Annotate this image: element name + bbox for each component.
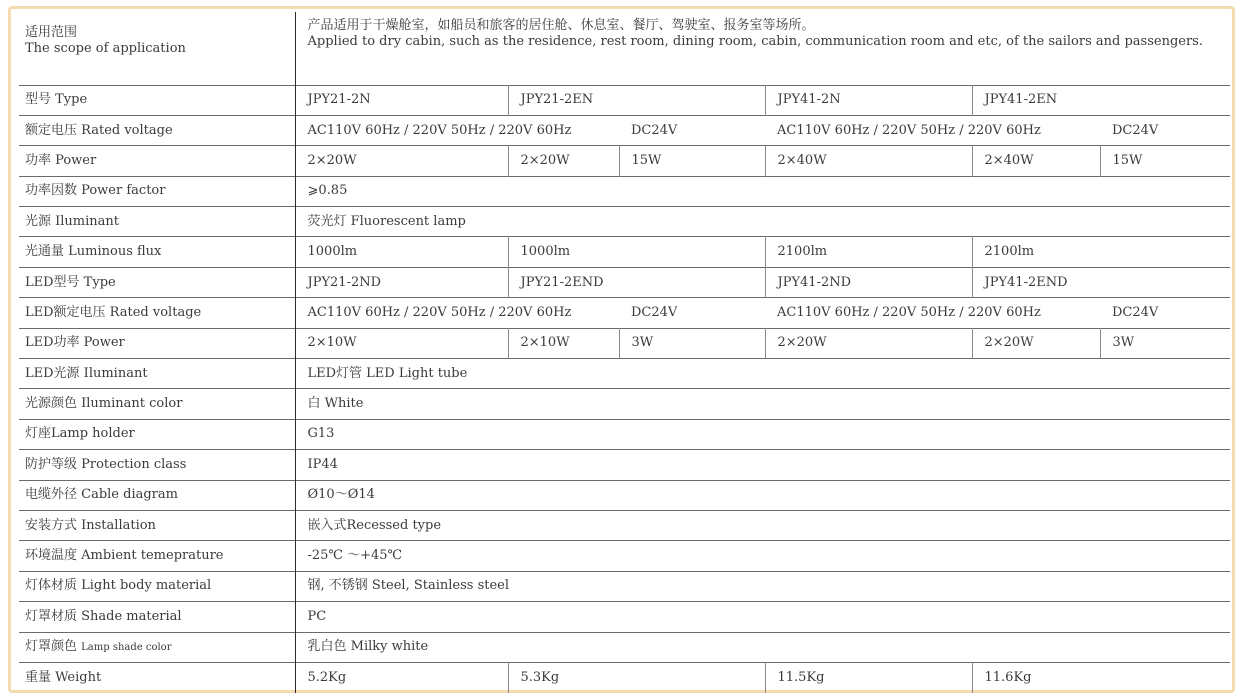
row-label: 电缆外径 Cable diagram bbox=[19, 480, 295, 510]
cell: 2×40W bbox=[972, 146, 1100, 176]
cell: 1000lm bbox=[508, 237, 765, 267]
row-label: 重量 Weight bbox=[19, 662, 295, 692]
table-row bbox=[19, 571, 1230, 601]
row-label: 防护等级 Protection class bbox=[19, 450, 295, 480]
cell: JPY41-2N bbox=[765, 85, 972, 115]
row-label: 灯体材质 Light body material bbox=[19, 571, 295, 601]
row-label: 额定电压 Rated voltage bbox=[19, 115, 295, 145]
row-label: 功率 Power bbox=[19, 146, 295, 176]
cell: ⩾0.85 bbox=[307, 183, 348, 199]
cell: DC24V bbox=[1112, 304, 1159, 320]
cell: 2×10W bbox=[508, 328, 619, 358]
cell: DC24V bbox=[631, 122, 678, 138]
cell: 2×40W bbox=[765, 146, 972, 176]
table-row bbox=[19, 207, 1230, 237]
cell: 3W bbox=[1100, 328, 1230, 358]
row-label: LED额定电压 Rated voltage bbox=[19, 298, 295, 328]
cell: JPY41-2ND bbox=[765, 267, 972, 297]
row-label: 光源颜色 Iluminant color bbox=[19, 389, 295, 419]
row-label: 功率因数 Power factor bbox=[19, 176, 295, 206]
table-row bbox=[19, 176, 1230, 206]
cell: 15W bbox=[619, 146, 765, 176]
cell: 5.2Kg bbox=[307, 669, 347, 685]
cell: 嵌入式Recessed type bbox=[307, 517, 442, 533]
table-row bbox=[19, 146, 1230, 176]
row-label: 型号 Type bbox=[19, 85, 295, 115]
cell: 2×20W bbox=[307, 152, 357, 168]
cell: 11.5Kg bbox=[765, 662, 972, 692]
table-row bbox=[19, 298, 1230, 328]
spec-sheet bbox=[8, 6, 1235, 693]
row-label: LED功率 Power bbox=[19, 328, 295, 358]
cell: AC110V 60Hz / 220V 50Hz / 220V 60Hz bbox=[307, 304, 572, 320]
cell: DC24V bbox=[1112, 122, 1159, 138]
row-label: LED光源 Iluminant bbox=[19, 359, 295, 389]
cell: DC24V bbox=[631, 304, 678, 320]
cell: AC110V 60Hz / 220V 50Hz / 220V 60Hz bbox=[777, 122, 1041, 138]
cell: AC110V 60Hz / 220V 50Hz / 220V 60Hz bbox=[777, 304, 1041, 320]
cell: -25℃ ～+45℃ bbox=[307, 548, 403, 564]
cell: JPY21-2END bbox=[508, 267, 765, 297]
row-label: 安装方式 Installation bbox=[19, 510, 295, 540]
row-label: 灯座Lamp holder bbox=[19, 419, 295, 449]
cell: 荧光灯 Fluorescent lamp bbox=[307, 213, 466, 229]
cell: JPY21-2ND bbox=[307, 274, 382, 290]
table-row bbox=[19, 510, 1230, 540]
cell: 2×20W bbox=[508, 146, 619, 176]
cell: 2100lm bbox=[972, 237, 1230, 267]
cell: 2100lm bbox=[765, 237, 972, 267]
cell: G13 bbox=[307, 426, 335, 442]
table-row bbox=[19, 359, 1230, 389]
table-row bbox=[19, 237, 1230, 267]
table-row bbox=[19, 115, 1230, 145]
row-label: 适用范围 The scope of application bbox=[19, 12, 295, 85]
row-label: LED型号 Type bbox=[19, 267, 295, 297]
table-row bbox=[19, 389, 1230, 419]
table-row bbox=[19, 602, 1230, 632]
cell: 2×10W bbox=[307, 335, 357, 351]
cell: 1000lm bbox=[307, 244, 358, 260]
cell: PC bbox=[307, 608, 327, 624]
row-label: 光源 Iluminant bbox=[19, 207, 295, 237]
table-row bbox=[19, 480, 1230, 510]
table-row bbox=[19, 419, 1230, 449]
table-row bbox=[19, 12, 1230, 85]
cell: 15W bbox=[1100, 146, 1230, 176]
cell: 2×20W bbox=[765, 328, 972, 358]
row-label: 灯罩颜色 Lamp shade color bbox=[19, 632, 295, 662]
table-row bbox=[19, 662, 1230, 692]
table-row bbox=[19, 328, 1230, 358]
table-row bbox=[19, 541, 1230, 571]
cell: JPY41-2EN bbox=[972, 85, 1230, 115]
cell: JPY21-2EN bbox=[508, 85, 765, 115]
cell: 5.3Kg bbox=[508, 662, 765, 692]
row-label: 灯罩材质 Shade material bbox=[19, 602, 295, 632]
table-row bbox=[19, 632, 1230, 662]
spec-table bbox=[19, 12, 1230, 693]
cell: 乳白色 Milky white bbox=[307, 639, 429, 655]
table-row bbox=[19, 450, 1230, 480]
cell: 2×20W bbox=[972, 328, 1100, 358]
cell: 白 White bbox=[307, 396, 364, 412]
cell: JPY41-2END bbox=[972, 267, 1230, 297]
row-label: 光通量 Luminous flux bbox=[19, 237, 295, 267]
cell: LED灯管 LED Light tube bbox=[307, 365, 468, 381]
cell: 11.6Kg bbox=[972, 662, 1230, 692]
cell: JPY21-2N bbox=[307, 92, 371, 108]
table-row bbox=[19, 267, 1230, 297]
table-row bbox=[19, 85, 1230, 115]
row-label: 环境温度 Ambient temeprature bbox=[19, 541, 295, 571]
row-value: 产品适用于干燥舱室，如船员和旅客的居住舱、休息室、餐厅、驾驶室、报务室等场所。 Applied to dry cabin, such as the residence, rest room, dining room, cabin, communication room and etc, of the sailors and passengers. bbox=[307, 18, 1203, 49]
cell: IP44 bbox=[307, 456, 338, 472]
cell: Ø10～Ø14 bbox=[307, 487, 375, 503]
cell: AC110V 60Hz / 220V 50Hz / 220V 60Hz bbox=[307, 122, 572, 138]
cell: 钢, 不锈钢 Steel, Stainless steel bbox=[307, 578, 510, 594]
cell: 3W bbox=[619, 328, 765, 358]
